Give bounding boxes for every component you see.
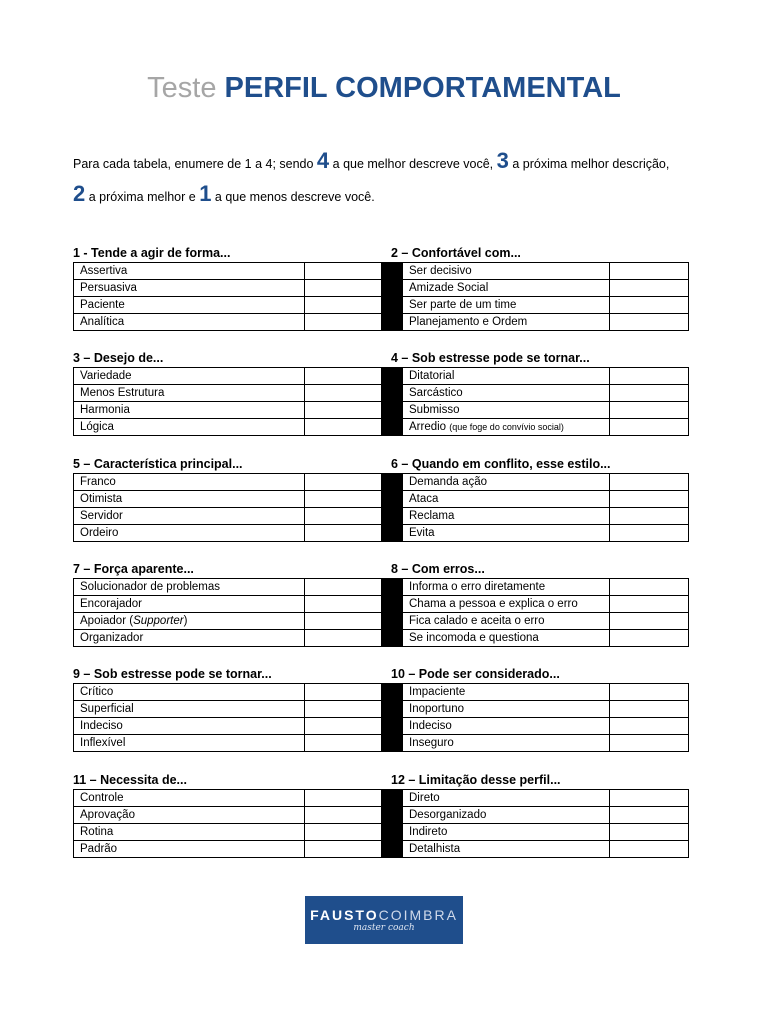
question-section-4 <box>73 562 668 652</box>
logo-subtitle: master coach <box>353 923 415 933</box>
table-row <box>74 297 689 314</box>
option-label-right-text: Evita <box>409 526 435 539</box>
ranking-table <box>73 473 689 542</box>
score-cell-right[interactable] <box>610 402 689 419</box>
option-label-right-text: Ser parte de um time <box>409 298 517 311</box>
option-label-left: Lógica <box>74 419 305 436</box>
question-section-1 <box>73 246 668 336</box>
table-row <box>74 790 689 807</box>
column-separator <box>382 807 403 824</box>
option-label-right <box>403 385 610 402</box>
logo-name-light: COIMBRA <box>378 907 458 923</box>
score-cell-left[interactable] <box>305 630 382 647</box>
section-title-left: 7 – Força aparente... <box>73 562 194 576</box>
score-cell-left[interactable] <box>305 718 382 735</box>
score-cell-right[interactable] <box>610 718 689 735</box>
table-row <box>74 684 689 701</box>
column-separator <box>382 314 403 331</box>
table-row <box>74 613 689 630</box>
option-label-left: Paciente <box>74 297 305 314</box>
table-row <box>74 701 689 718</box>
score-cell-left[interactable] <box>305 841 382 858</box>
logo-name <box>305 907 463 923</box>
option-label-right <box>403 474 610 491</box>
score-cell-left[interactable] <box>305 297 382 314</box>
score-cell-right[interactable] <box>610 385 689 402</box>
table-row <box>74 491 689 508</box>
score-cell-left[interactable] <box>305 263 382 280</box>
option-label-right-text: Ser decisivo <box>409 264 472 277</box>
section-title-right: 12 – Limitação desse perfil... <box>391 773 561 787</box>
column-separator <box>382 525 403 542</box>
option-label-right-text: Inseguro <box>409 736 454 749</box>
score-cell-right[interactable] <box>610 824 689 841</box>
option-label-right-text: Demanda ação <box>409 475 487 488</box>
instructions-line-1 <box>73 150 713 172</box>
option-label-left: Aprovação <box>74 807 305 824</box>
section-title-right: 6 – Quando em conflito, esse estilo... <box>391 457 611 471</box>
column-separator <box>382 701 403 718</box>
option-label-right-text: Impaciente <box>409 685 466 698</box>
score-cell-left[interactable] <box>305 790 382 807</box>
table-row <box>74 579 689 596</box>
question-section-2 <box>73 351 668 441</box>
option-label-right <box>403 508 610 525</box>
option-label-right <box>403 630 610 647</box>
option-label-right <box>403 491 610 508</box>
instr-text: a próxima melhor descrição, <box>508 157 670 171</box>
table-row <box>74 735 689 752</box>
option-label-right <box>403 596 610 613</box>
column-separator <box>382 579 403 596</box>
table-row <box>74 385 689 402</box>
table-row <box>74 596 689 613</box>
column-separator <box>382 824 403 841</box>
option-label-left: Superficial <box>74 701 305 718</box>
column-separator <box>382 508 403 525</box>
option-label-right <box>403 368 610 385</box>
score-cell-left[interactable] <box>305 314 382 331</box>
option-label-right <box>403 525 610 542</box>
option-label-right-text: Indeciso <box>409 719 452 732</box>
section-title-right: 4 – Sob estresse pode se tornar... <box>391 351 590 365</box>
section-title-right: 2 – Confortável com... <box>391 246 521 260</box>
question-section-3 <box>73 457 668 547</box>
instr-text: a que menos descreve você. <box>211 190 375 204</box>
option-label-right-text: Reclama <box>409 509 455 522</box>
option-label-right-text: Planejamento e Ordem <box>409 315 528 328</box>
section-title-right: 10 – Pode ser considerado... <box>391 667 560 681</box>
option-label-right <box>403 280 610 297</box>
column-separator <box>382 491 403 508</box>
column-separator <box>382 630 403 647</box>
score-cell-left[interactable] <box>305 508 382 525</box>
column-separator <box>382 402 403 419</box>
column-separator <box>382 596 403 613</box>
score-cell-right[interactable] <box>610 508 689 525</box>
column-separator <box>382 790 403 807</box>
column-separator <box>382 684 403 701</box>
section-title-left: 5 – Característica principal... <box>73 457 243 471</box>
column-separator <box>382 385 403 402</box>
option-note: (que foge do convívio social) <box>449 421 564 432</box>
option-label-right-text: Submisso <box>409 403 460 416</box>
score-cell-left[interactable] <box>305 368 382 385</box>
score-cell-left[interactable] <box>305 402 382 419</box>
column-separator <box>382 718 403 735</box>
option-label-left: Indeciso <box>74 718 305 735</box>
table-row <box>74 474 689 491</box>
title-light: Teste <box>147 72 217 104</box>
option-label-left: Analítica <box>74 314 305 331</box>
score-cell-right[interactable] <box>610 525 689 542</box>
option-label-right <box>403 402 610 419</box>
instr-text: Para cada tabela, enumere de 1 a 4; sendo <box>73 157 317 171</box>
score-cell-left[interactable] <box>305 701 382 718</box>
score-cell-right[interactable] <box>610 684 689 701</box>
section-title-left: 11 – Necessita de... <box>73 773 187 787</box>
fausto-coimbra-logo <box>305 896 463 944</box>
option-label-right-text: Arredio <box>409 420 447 433</box>
section-title-left: 3 – Desejo de... <box>73 351 164 365</box>
ranking-table <box>73 789 689 858</box>
score-cell-right[interactable] <box>610 790 689 807</box>
option-label-left: Inflexível <box>74 735 305 752</box>
option-label-right-text: Indireto <box>409 825 448 838</box>
question-section-6 <box>73 773 668 863</box>
option-label-right <box>403 579 610 596</box>
option-label-right-text: Fica calado e aceita o erro <box>409 614 545 627</box>
logo-name-bold: FAUSTO <box>310 907 379 923</box>
ranking-table <box>73 262 689 331</box>
score-cell-right[interactable] <box>610 841 689 858</box>
option-label-left: Solucionador de problemas <box>74 579 305 596</box>
score-cell-left[interactable] <box>305 824 382 841</box>
score-cell-right[interactable] <box>610 368 689 385</box>
score-cell-right[interactable] <box>610 297 689 314</box>
table-row <box>74 718 689 735</box>
option-label-right <box>403 314 610 331</box>
score-cell-right[interactable] <box>610 280 689 297</box>
table-row <box>74 508 689 525</box>
instr-number-1: 1 <box>199 181 212 206</box>
score-cell-left[interactable] <box>305 684 382 701</box>
table-row <box>74 263 689 280</box>
column-separator <box>382 368 403 385</box>
instr-text: a próxima melhor e <box>85 190 200 204</box>
score-cell-left[interactable] <box>305 613 382 630</box>
instr-number-4: 4 <box>316 148 330 173</box>
title-strong: PERFIL COMPORTAMENTAL <box>224 72 621 104</box>
option-label-left: Apoiador (Supporter) <box>74 613 305 630</box>
option-label-right-text: Direto <box>409 791 440 804</box>
option-label-right-text: Chama a pessoa e explica o erro <box>409 597 578 610</box>
option-label-right <box>403 684 610 701</box>
score-cell-right[interactable] <box>610 419 689 436</box>
option-label-right <box>403 841 610 858</box>
score-cell-right[interactable] <box>610 630 689 647</box>
score-cell-right[interactable] <box>610 807 689 824</box>
option-label-left: Encorajador <box>74 596 305 613</box>
option-label-left: Organizador <box>74 630 305 647</box>
score-cell-left[interactable] <box>305 491 382 508</box>
ranking-table <box>73 367 689 436</box>
option-label-emphasis: Supporter <box>133 614 184 627</box>
option-label-right-text: Se incomoda e questiona <box>409 631 539 644</box>
section-title-right: 8 – Com erros... <box>391 562 485 576</box>
score-cell-left[interactable] <box>305 419 382 436</box>
option-label-right <box>403 807 610 824</box>
table-row <box>74 525 689 542</box>
option-label-right <box>403 718 610 735</box>
option-label-left: Variedade <box>74 368 305 385</box>
option-label-right-text: Informa o erro diretamente <box>409 580 546 593</box>
option-label-left: Otimista <box>74 491 305 508</box>
score-cell-right[interactable] <box>610 596 689 613</box>
table-row <box>74 368 689 385</box>
column-separator <box>382 474 403 491</box>
score-cell-left[interactable] <box>305 735 382 752</box>
option-label-left: Persuasiva <box>74 280 305 297</box>
option-label-right-text: Desorganizado <box>409 808 487 821</box>
score-cell-left[interactable] <box>305 280 382 297</box>
score-cell-right[interactable] <box>610 263 689 280</box>
option-label-right-text: Ditatorial <box>409 369 455 382</box>
option-label-left: Padrão <box>74 841 305 858</box>
score-cell-left[interactable] <box>305 525 382 542</box>
table-row <box>74 841 689 858</box>
score-cell-right[interactable] <box>610 491 689 508</box>
column-separator <box>382 419 403 436</box>
score-cell-left[interactable] <box>305 385 382 402</box>
option-label-right <box>403 790 610 807</box>
table-row <box>74 824 689 841</box>
option-label-right-text: Sarcástico <box>409 386 463 399</box>
option-label-right <box>403 419 610 436</box>
option-label-right-text: Inoportuno <box>409 702 464 715</box>
page-title <box>0 70 768 106</box>
column-separator <box>382 263 403 280</box>
option-label-left: Menos Estrutura <box>74 385 305 402</box>
option-label-right <box>403 297 610 314</box>
option-label-right <box>403 701 610 718</box>
ranking-table <box>73 683 689 752</box>
score-cell-right[interactable] <box>610 579 689 596</box>
score-cell-right[interactable] <box>610 314 689 331</box>
table-row <box>74 280 689 297</box>
option-label-right-text: Amizade Social <box>409 281 489 294</box>
option-label-left: Harmonia <box>74 402 305 419</box>
score-cell-right[interactable] <box>610 735 689 752</box>
option-label-left: Rotina <box>74 824 305 841</box>
table-row <box>74 314 689 331</box>
option-label-right <box>403 613 610 630</box>
option-label-left: Crítico <box>74 684 305 701</box>
table-row <box>74 402 689 419</box>
column-separator <box>382 280 403 297</box>
option-label-left: Assertiva <box>74 263 305 280</box>
option-label-left: Ordeiro <box>74 525 305 542</box>
option-label-left: Controle <box>74 790 305 807</box>
option-label-right <box>403 735 610 752</box>
score-cell-left[interactable] <box>305 579 382 596</box>
table-row <box>74 630 689 647</box>
question-section-5 <box>73 667 668 757</box>
table-row <box>74 807 689 824</box>
score-cell-left[interactable] <box>305 807 382 824</box>
instructions-line-2 <box>73 183 713 205</box>
option-label-right-text: Ataca <box>409 492 439 505</box>
instr-number-3: 3 <box>496 148 509 173</box>
column-separator <box>382 613 403 630</box>
instr-text: a que melhor descreve você, <box>329 157 497 171</box>
option-label-right <box>403 824 610 841</box>
score-cell-right[interactable] <box>610 701 689 718</box>
column-separator <box>382 297 403 314</box>
score-cell-left[interactable] <box>305 596 382 613</box>
option-label-right-text: Detalhista <box>409 842 461 855</box>
score-cell-right[interactable] <box>610 474 689 491</box>
option-label-right <box>403 263 610 280</box>
score-cell-left[interactable] <box>305 474 382 491</box>
section-title-left: 1 - Tende a agir de forma... <box>73 246 231 260</box>
score-cell-right[interactable] <box>610 613 689 630</box>
option-label-left: Franco <box>74 474 305 491</box>
instr-number-2: 2 <box>73 181 86 206</box>
option-label-left: Servidor <box>74 508 305 525</box>
column-separator <box>382 735 403 752</box>
ranking-table <box>73 578 689 647</box>
column-separator <box>382 841 403 858</box>
table-row <box>74 419 689 436</box>
section-title-left: 9 – Sob estresse pode se tornar... <box>73 667 272 681</box>
